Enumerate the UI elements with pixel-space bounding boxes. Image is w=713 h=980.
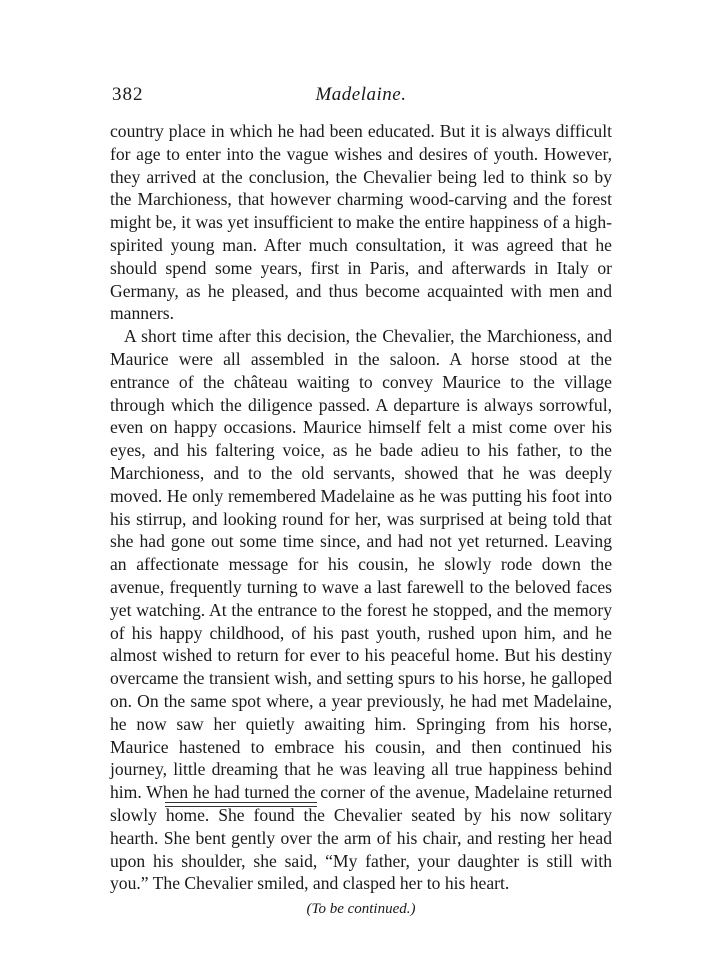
paragraph-1: country place in which he had been educated. But it is always difficult for age to enter into the vague wishes and desires of youth. However, they arrived at the conclusion, the Chevalier being led to think so by the Marchioness, that however charming wood-carving and the forest might be, it was yet insufficient to make the entire happiness of a high-spirited young man. After much consultation, it was agreed that he should spend some years, first in Paris, and afterwards in Italy or Germany, as he pleased, and thus become acquainted with men and manners. [110,121,612,324]
body-text [110,120,612,895]
page-number: 382 [112,84,144,105]
to-be-continued-note: (To be continued.) [306,901,416,918]
paragraph-2: A short time after this decision, the Chevalier, the Marchioness, and Maurice were all assembled in the saloon. A horse stood at the entrance of the château waiting to convey Maurice to the village through which the diligence passed. A departure is always sorrowful, even on happy occasions. Maurice himself felt a mist come over his eyes, and his faltering voice, as he bade adieu to his father, to the Marchioness, and to the old servants, showed that he was deeply moved. He only remembered Madelaine as he was putting his foot into his stirrup, and looking round for her, was surprised at being told that she had gone out some time since, and had not yet returned. Leaving an affectionate message for his cousin, he slowly rode down the avenue, frequently turning to wave a last farewell to the beloved faces yet watching. At the entrance to the forest he stopped, and the memory of his happy childhood, of his past youth, rushed upon him, and he almost wished to return for ever to his peaceful home. But his destiny overcame the transient wish, and setting spurs to his horse, he galloped on. On the same spot where, a year previously, he had met Madelaine, he now saw her quietly awaiting him. Springing from his horse, Maurice hastened to embrace his cousin, and then continued his journey, little dreaming that he was leaving all true happiness behind him. When he had turned the corner of the avenue, Madelaine returned slowly home. She found the Chevalier seated by his now solitary hearth. She bent gently over the arm of his chair, and resting her head upon his shoulder, she said, “My father, your daughter is still with you.” The Chevalier smiled, and clasped her to his heart. [110,326,612,894]
running-head [110,84,612,110]
running-title: Madelaine. [315,84,407,105]
end-rule-bottom [165,806,317,807]
book-page [110,84,612,919]
end-rule-top [165,802,317,803]
